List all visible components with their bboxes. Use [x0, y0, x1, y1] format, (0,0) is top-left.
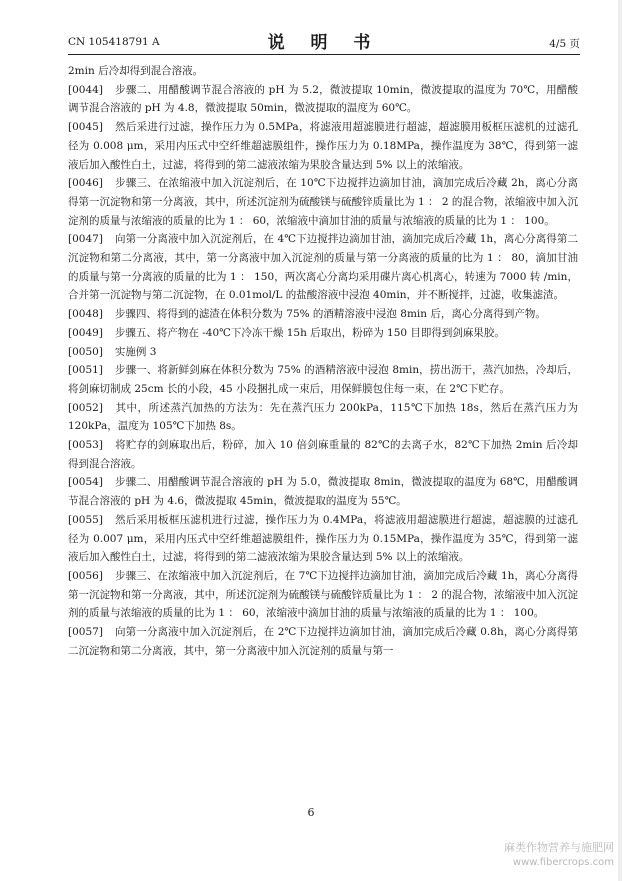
paragraph-text: 步骤一、将新鲜剑麻在体积分数为 75% 的酒精溶液中浸泡 8min，捞出沥干，蒸汽加热，冷却后，将剑麻切制成 25cm 长的小段，45 小段捆扎成一束后，用保鲜膜包住每一束，在 2℃下贮存。: [68, 364, 578, 395]
paragraph: [68, 305, 578, 324]
paragraph: [68, 436, 578, 473]
paragraph: [68, 230, 578, 305]
paragraph-text: 向第一分离液中加入沉淀剂后，在 4℃下边搅拌边滴加甘油，滴加完成后冷藏 1h，离心分离得第二沉淀物和第二分离液，其中，第一分离液中加入沉淀剂的质量与第一分离液的质量的比为 1 ： 80，滴加甘油的质量与第一分离液的质量的比为 1 ： 150，两次离心分离均采用碟片离心机离心，转速为 7000 转 /min，合并第一沉淀物与第二沉淀物，在 0.01mol/L 的盐酸溶液中浸泡 40min，并不断搅拌，过滤，收集滤渣。: [68, 233, 578, 302]
paragraph: [68, 324, 578, 343]
paragraph-text: 步骤二、用醋酸调节混合溶液的 pH 为 5.0，微波提取 8min，微波提取的温度为 68℃，用醋酸调节混合溶液的 pH 为 4.6，微波提取 45min，微波提取的温度为 55℃。: [68, 476, 578, 508]
document-title: 说 明 书: [267, 33, 381, 53]
paragraph-number: [0045]: [68, 121, 103, 134]
paragraph-number: [0049]: [68, 326, 103, 339]
paragraph-number: [0047]: [68, 233, 103, 246]
paragraph-text: 步骤三、在浓缩液中加入沉淀剂后，在 7℃下边搅拌边滴加甘油，滴加完成后冷藏 1h，离心分离得第一沉淀物和第一分离液，其中，所述沉淀剂为硫酸镁与硫酸锌质量比为 1 ： 2 的混合物，浓缩液中加入沉淀剂的质量与浓缩液的质量的比为 1 ： 60，浓缩液中滴加甘油的质量与浓缩液的质量的比为 1 ： 100。: [68, 569, 578, 620]
paragraph-text: 步骤五、将产物在 -40℃下冷冻干燥 15h 后取出，粉碎为 150 目即得到剑麻果胶。: [114, 326, 505, 339]
paragraph-text: 将贮存的剑麻取出后，粉碎，加入 10 倍剑麻重量的 82℃的去离子水，82℃下加热 2min 后冷却得到混合溶液。: [68, 439, 578, 470]
paragraph-text: 实施例 3: [114, 345, 157, 358]
paragraph-text: 然后采进行过滤，操作压力为 0.5MPa，将滤液用超滤膜进行超滤，超滤膜用板框压滤机的过滤孔径为 0.008 μm，采用内压式中空纤维超滤膜组件，操作压力为 0.18MPa，操作温度为 38℃，得到第一滤液后加入酸性白土，过滤，将得到的第二滤液浓缩为果胶含量达到 5% 以上的浓缩液。: [68, 121, 578, 171]
paragraph-number: [0052]: [68, 401, 103, 414]
watermark: [504, 840, 614, 870]
paragraph: [68, 567, 578, 623]
paragraph-text: 其中，所述蒸汽加热的方法为：先在蒸汽压力 200kPa，115℃下加热 18s，然后在蒸汽压力为 120kPa，温度为 105℃下加热 8s。: [68, 401, 578, 433]
paragraph-text: 步骤二、用醋酸调节混合溶液的 pH 为 5.2，微波提取 10min，微波提取的温度为 70℃，用醋酸调节混合溶液的 pH 为 4.8，微波提取 50min，微波提取的温度为 60℃。: [68, 83, 578, 115]
paragraph-number: [0057]: [68, 626, 103, 639]
paragraph: [68, 361, 578, 398]
watermark-url: www.fibercrops.com: [512, 857, 614, 868]
paragraph: [68, 343, 578, 362]
paragraph-text: 然后采用板框压滤机进行过滤，操作压力为 0.4MPa，将滤液用超滤膜进行超滤，超滤膜的过滤孔径为 0.007 μm，采用内压式中空纤维超滤膜组件，操作压力为 0.15MPa，操作温度为 35℃，得到第一滤液后加入酸性白土，过滤，将得到的第二滤液浓缩为果胶含量达到 5% 以上的浓缩液。: [68, 513, 578, 564]
paragraph-number: [0055]: [68, 513, 103, 526]
paragraph-number: [0044]: [68, 83, 103, 96]
page-number: 6: [307, 806, 315, 819]
paragraph-text: 步骤三、在浓缩液中加入沉淀剂后，在 10℃下边搅拌边滴加甘油，滴加完成后冷藏 2h，离心分离得第一沉淀物和第一分离液，其中，所述沉淀剂为硫酸镁与硫酸锌质量比为 1 ： 2 的混合物，浓缩液中加入沉淀剂的质量与浓缩液的质量的比为 1 ： 60，浓缩液中滴加甘油的质量与浓缩液的质量的比为 1 ： 100。: [68, 177, 578, 227]
paragraph: [68, 62, 578, 81]
paragraph: [68, 473, 578, 510]
page-edge-shadow: [618, 0, 622, 881]
paragraph-number: [0053]: [68, 439, 103, 452]
paragraph-number: [0050]: [68, 345, 103, 358]
paragraph-number: [0056]: [68, 569, 103, 582]
watermark-site-name: 麻类作物营养与施肥网: [504, 841, 614, 854]
paragraph: [68, 399, 578, 436]
paragraph: [68, 623, 578, 660]
paragraph-text: 2min 后冷却得到混合溶液。: [68, 65, 204, 77]
paragraph: [68, 81, 578, 118]
paragraph-number: [0046]: [68, 177, 103, 190]
document-id: CN 105418791 A: [68, 36, 160, 48]
page-indicator: 4/5 页: [549, 38, 580, 50]
paragraph-number: [0048]: [68, 308, 103, 321]
paragraph-number: [0054]: [68, 476, 103, 489]
paragraph: [68, 511, 578, 567]
paragraph-text: 步骤四、将得到的滤渣在体积分数为 75% 的酒精溶液中浸泡 8min 后，离心分离得到产物。: [114, 308, 546, 321]
paragraph: [68, 118, 578, 174]
paragraph: [68, 174, 578, 230]
paragraph-number: [0051]: [68, 364, 103, 377]
page-header: [68, 26, 580, 55]
document-body: [68, 62, 578, 661]
paragraph-text: 向第一分离液中加入沉淀剂后，在 2℃下边搅拌边滴加甘油，滴加完成后冷藏 0.8h，离心分离得第二沉淀物和第二分离液，其中，第一分离液中加入沉淀剂的质量与第一: [68, 626, 578, 657]
